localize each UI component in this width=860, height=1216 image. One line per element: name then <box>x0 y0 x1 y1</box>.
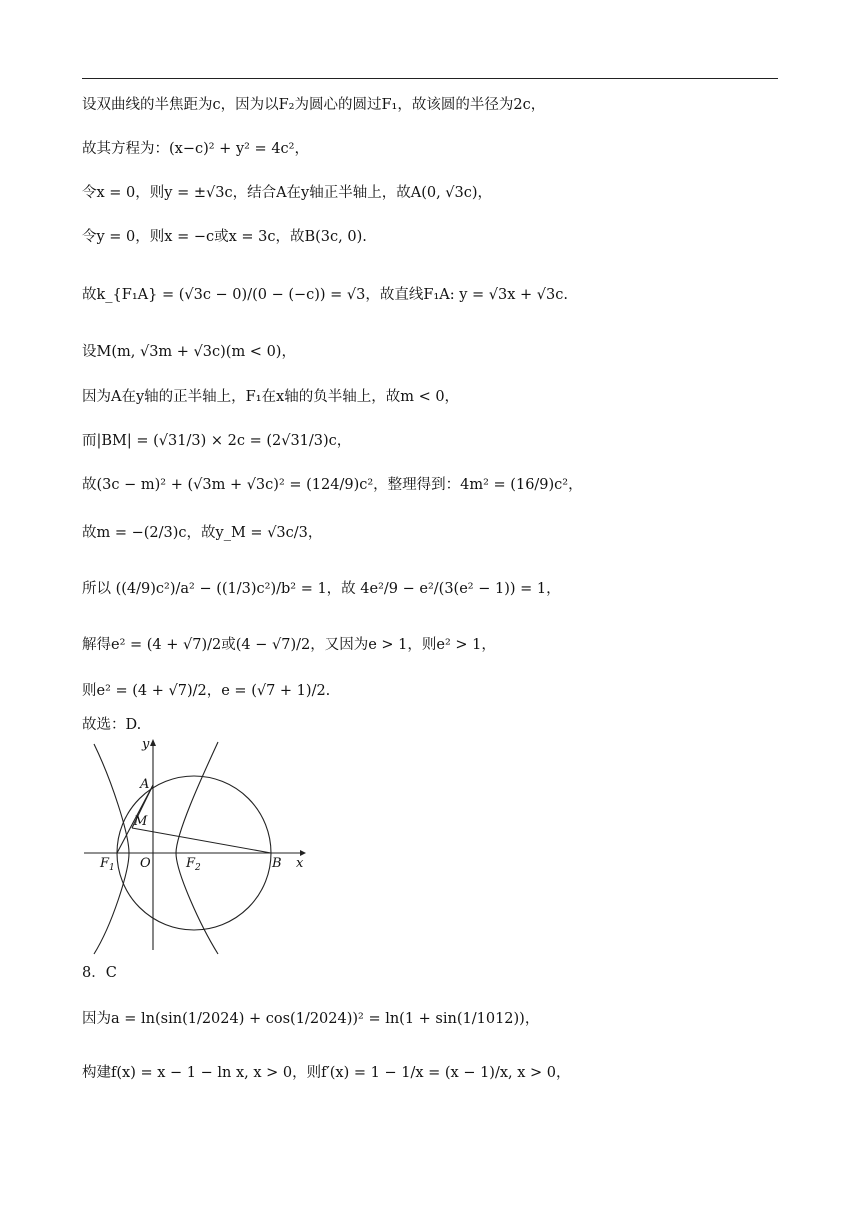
text-line-10: 故m = −(2/3)c，故y_M = √3c/3， <box>82 525 323 541</box>
label-F2: $F_2$ <box>186 856 201 873</box>
text-line-11: 所以 ((4/9)c²)/a² − ((1/3)c²)/b² = 1，故 4e²/9 − e²/(3(e² − 1)) = 1， <box>82 581 561 597</box>
header-rule <box>82 78 778 79</box>
text-line-9: 故(3c − m)² + (√3m + √3c)² = (124/9)c²，整理得到：4m² = (16/9)c²， <box>82 477 583 493</box>
text-line-1: 设双曲线的半焦距为c，因为以F₂为圆心的圆过F₁，故该圆的半径为2c， <box>82 97 546 113</box>
label-B: B <box>272 856 282 871</box>
label-F1: $F_1$ <box>100 856 115 873</box>
text-line-6: 设M(m, √3m + √3c)(m < 0)， <box>82 344 296 360</box>
text-line-16: 因为a = ln(sin(1/2024) + cos(1/2024))² = ln(1 + sin(1/1012))， <box>82 1011 540 1027</box>
text-line-14: 故选：D. <box>82 717 142 733</box>
label-O: O <box>140 856 151 871</box>
text-line-4: 令y = 0，则x = −c或x = 3c，故B(3c, 0). <box>82 229 367 245</box>
text-line-15: 8．C <box>82 965 117 981</box>
label-y: y <box>142 737 150 752</box>
text-line-7: 因为A在y轴的正半轴上，F₁在x轴的负半轴上，故m < 0， <box>82 389 460 405</box>
hyperbola-left-branch <box>94 744 129 954</box>
label-x: x <box>296 856 304 871</box>
text-line-8: 而|BM| = (√31/3) × 2c = (2√31/3)c， <box>82 433 352 449</box>
text-line-12: 解得e² = (4 + √7)/2或(4 − √7)/2，又因为e > 1，则e² > 1， <box>82 637 496 653</box>
text-line-13: 则e² = (4 + √7)/2，e = (√7 + 1)/2. <box>82 683 331 699</box>
label-M: M <box>134 814 148 829</box>
text-line-2: 故其方程为：(x−c)² + y² = 4c²， <box>82 141 309 157</box>
hyperbola-right-branch <box>176 742 218 954</box>
label-A: A <box>140 777 150 792</box>
y-axis-arrow <box>150 739 156 746</box>
hyperbola-circle-figure <box>82 736 308 958</box>
text-line-17: 构建f(x) = x − 1 − ln x, x > 0，则f′(x) = 1 − 1/x = (x − 1)/x, x > 0， <box>82 1065 571 1081</box>
text-line-3: 令x = 0，则y = ±√3c，结合A在y轴正半轴上，故A(0, √3c)， <box>82 185 493 201</box>
text-line-5: 故k_{F₁A} = (√3c − 0)/(0 − (−c)) = √3，故直线F₁A: y = √3x + √3c. <box>82 287 569 303</box>
